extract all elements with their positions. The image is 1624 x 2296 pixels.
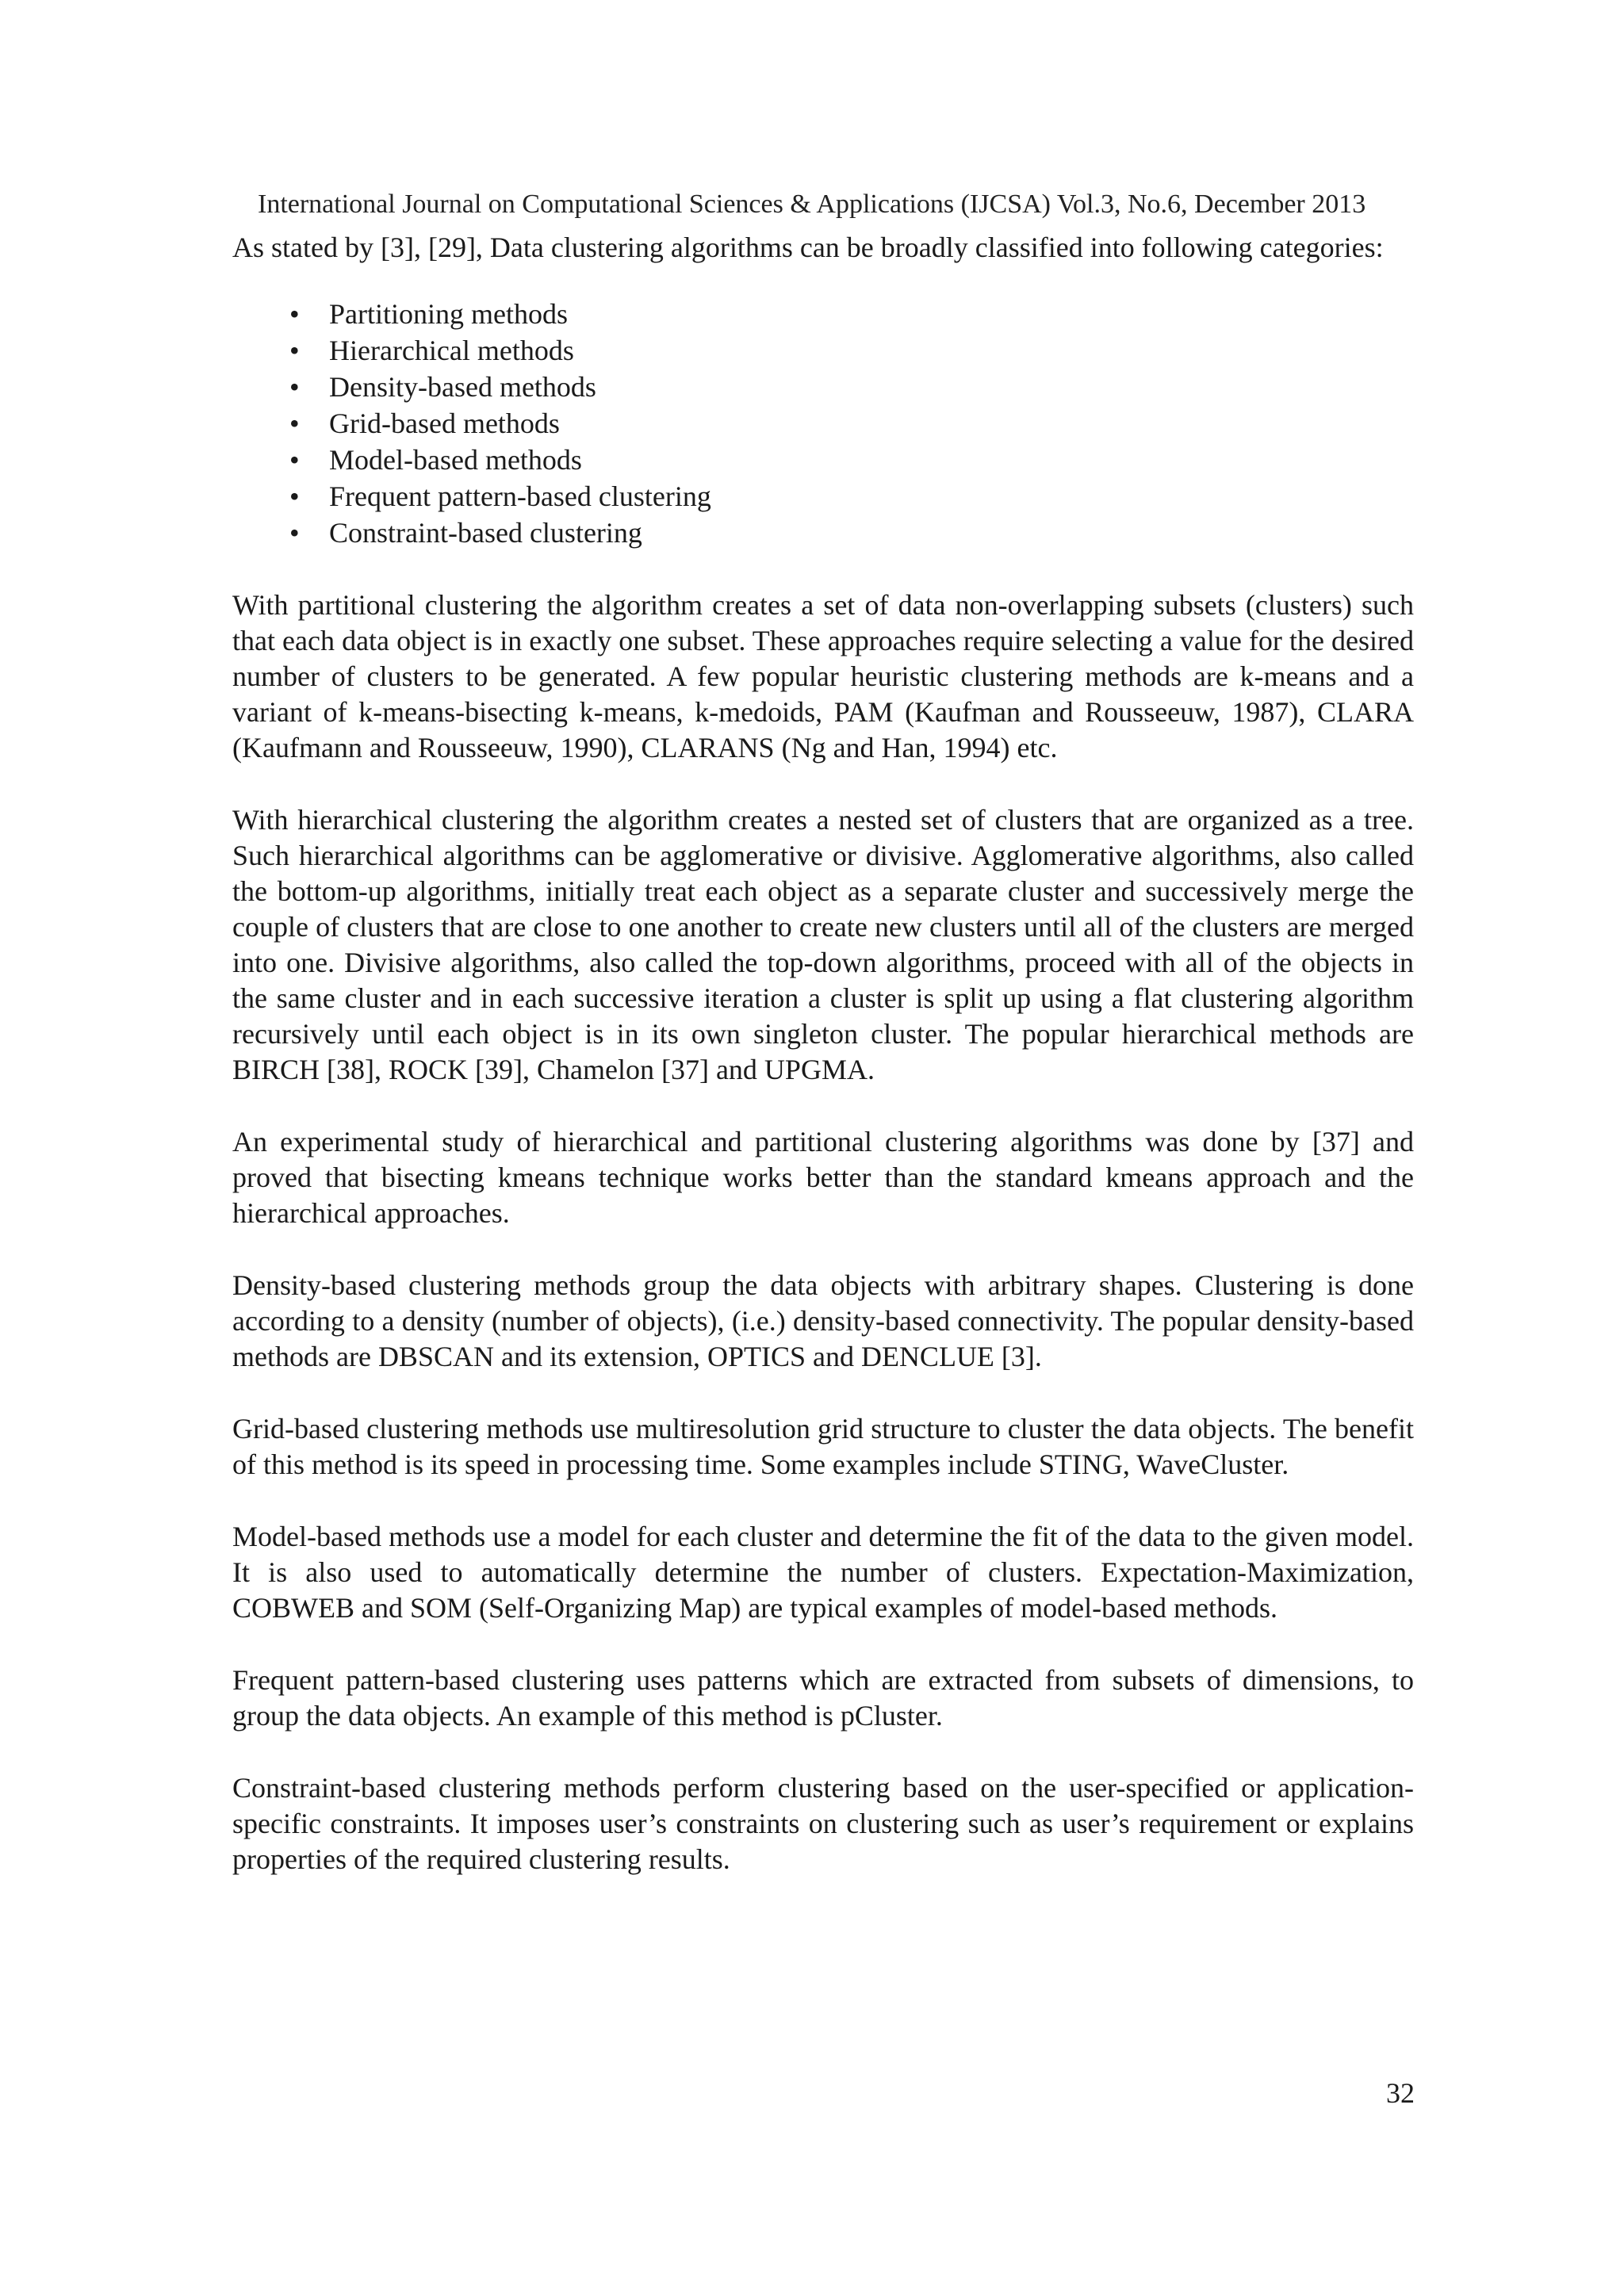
list-item: • Density-based methods (289, 369, 1414, 405)
list-item: • Hierarchical methods (289, 332, 1414, 369)
hierarchical-paragraph: With hierarchical clustering the algorithm creates a nested set of clusters that are organized as a tree. Such hierarchical algorithms can be agglomerative or divisive. Agglomerative algorithms, also called the bottom-up algorithms, initially treat each object as a separate cluster and successively merge the couple of clusters that are close to one another to create new clusters until all of the clusters are merged into one. Divisive algorithms, also called the top-down algorithms, proceed with all of the objects in the same cluster and in each successive iteration a cluster is split up using a flat clustering algorithm recursively until each object is in its own singleton cluster. The popular hierarchical methods are BIRCH [38], ROCK [39], Chamelon [37] and UPGMA. (232, 804, 1414, 1085)
page-body (232, 230, 1414, 1914)
list-item: • Grid-based methods (289, 405, 1414, 442)
intro-paragraph: As stated by [3], [29], Data clustering algorithms can be broadly classified into following categories: (232, 232, 1384, 263)
list-item: • Model-based methods (289, 442, 1414, 478)
journal-header: International Journal on Computational Sciences & Applications (IJCSA) Vol.3, No.6, December 2013 (258, 189, 1366, 219)
list-item: • Constraint-based clustering (289, 515, 1414, 551)
density-based-paragraph: Density-based clustering methods group the data objects with arbitrary shapes. Clustering is done according to a density (number of objects), (i.e.) density-based connectivity. The popular density-based methods are DBSCAN and its extension, OPTICS and DENCLUE [3]. (232, 1269, 1414, 1372)
list-item: • Partitioning methods (289, 296, 1414, 332)
constraint-based-paragraph: Constraint-based clustering methods perform clustering based on the user-specified or application-specific constraints. It imposes user’s constraints on clustering such as user’s requirement or explains properties of the required clustering results. (232, 1772, 1414, 1875)
partitional-paragraph: With partitional clustering the algorithm creates a set of data non-overlapping subsets (clusters) such that each data object is in exactly one subset. These approaches require selecting a value for the desired number of clusters to be generated. A few popular heuristic clustering methods are k-means and a variant of k-means-bisecting k-means, k-medoids, PAM (Kaufman and Rousseeuw, 1987), CLARA (Kaufmann and Rousseeuw, 1990), CLARANS (Ng and Han, 1994) etc. (232, 589, 1414, 763)
category-list (232, 296, 1414, 551)
experimental-study-paragraph: An experimental study of hierarchical and partitional clustering algorithms was done by [37] and proved that bisecting kmeans technique works better than the standard kmeans approach and the hierarchical approaches. (232, 1126, 1414, 1229)
list-item: • Frequent pattern-based clustering (289, 478, 1414, 515)
frequent-pattern-paragraph: Frequent pattern-based clustering uses patterns which are extracted from subsets of dimensions, to group the data objects. An example of this method is pCluster. (232, 1664, 1414, 1732)
model-based-paragraph: Model-based methods use a model for each cluster and determine the fit of the data to the given model. It is also used to automatically determine the number of clusters. Expectation-Maximization, COBWEB and SOM (Self-Organizing Map) are typical examples of model-based methods. (232, 1521, 1414, 1624)
page-number: 32 (1386, 2077, 1415, 2109)
grid-based-paragraph: Grid-based clustering methods use multiresolution grid structure to cluster the data objects. The benefit of this method is its speed in processing time. Some examples include STING, WaveCluster. (232, 1413, 1414, 1480)
